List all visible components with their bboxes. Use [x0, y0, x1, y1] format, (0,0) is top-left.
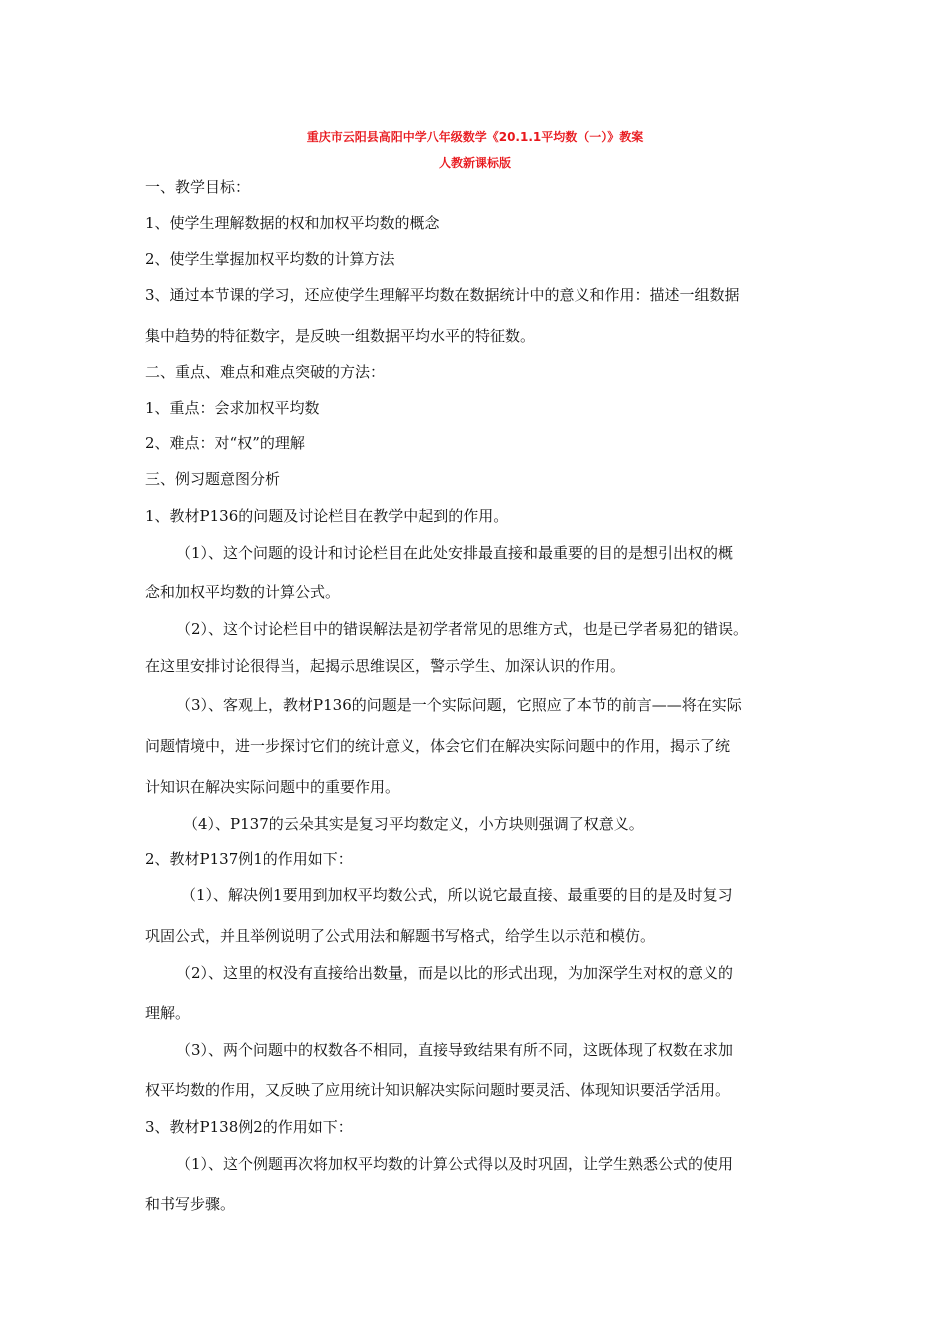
- paragraph-line: 和书写步骤。: [145, 1195, 236, 1213]
- paragraph-line: （2）、这个讨论栏目中的错误解法是初学者常见的思维方式，也是已学者易犯的错误。: [176, 620, 749, 638]
- paragraph-line: 1、教材P136的问题及讨论栏目在教学中起到的作用。: [145, 507, 509, 525]
- paragraph-line: （3）、两个问题中的权数各不相同，直接导致结果有所不同，这既体现了权数在求加: [176, 1041, 734, 1059]
- paragraph-line: 在这里安排讨论很得当，起揭示思维误区，警示学生、加深认识的作用。: [145, 657, 626, 675]
- paragraph-line: 集中趋势的特征数字，是反映一组数据平均水平的特征数。: [145, 327, 536, 345]
- document-title-line-2: 人教新课标版: [438, 156, 511, 170]
- paragraph-line: 巩固公式，并且举例说明了公式用法和解题书写格式，给学生以示范和模仿。: [145, 927, 656, 945]
- paragraph-line: 1、重点：会求加权平均数: [145, 399, 320, 417]
- document-title-line-1: 重庆市云阳县高阳中学八年级数学《20.1.1平均数（一）》教案: [306, 130, 644, 144]
- paragraph-line: （1）、解决例1要用到加权平均数公式，所以说它最直接、最重要的目的是及时复习: [181, 886, 733, 904]
- paragraph-line: （4）、P137的云朵其实是复习平均数定义，小方块则强调了权意义。: [183, 815, 644, 833]
- paragraph-line: （2）、这里的权没有直接给出数量，而是以比的形式出现，为加深学生对权的意义的: [176, 964, 734, 982]
- paragraph-line: 念和加权平均数的计算公式。: [145, 583, 341, 601]
- paragraph-line: （1）、这个问题的设计和讨论栏目在此处安排最直接和最重要的目的是想引出权的概: [176, 544, 734, 562]
- paragraph-line: 3、通过本节课的学习，还应使学生理解平均数在数据统计中的意义和作用：描述一组数据: [145, 286, 740, 304]
- paragraph-line: 计知识在解决实际问题中的重要作用。: [145, 778, 401, 796]
- paragraph-line: 2、教材P137例1的作用如下：: [145, 850, 353, 868]
- paragraph-line: （1）、这个例题再次将加权平均数的计算公式得以及时巩固，让学生熟悉公式的使用: [176, 1155, 734, 1173]
- paragraph-line: 1、使学生理解数据的权和加权平均数的概念: [145, 214, 440, 232]
- section-heading: 二、重点、难点和难点突破的方法：: [145, 363, 386, 381]
- section-heading: 一、教学目标：: [145, 178, 251, 196]
- section-heading: 三、例习题意图分析: [145, 470, 281, 488]
- paragraph-line: 权平均数的作用，又反映了应用统计知识解决实际问题时要灵活、体现知识要活学活用。: [145, 1081, 731, 1099]
- paragraph-line: 2、难点：对“权”的理解: [145, 434, 305, 452]
- paragraph-line: 2、使学生掌握加权平均数的计算方法: [145, 250, 395, 268]
- paragraph-line: 3、教材P138例2的作用如下：: [145, 1118, 353, 1136]
- paragraph-line: （3）、客观上，教材P136的问题是一个实际问题，它照应了本节的前言——将在实际: [176, 696, 742, 714]
- paragraph-line: 理解。: [145, 1004, 191, 1022]
- paragraph-line: 问题情境中，进一步探讨它们的统计意义，体会它们在解决实际问题中的作用，揭示了统: [145, 737, 731, 755]
